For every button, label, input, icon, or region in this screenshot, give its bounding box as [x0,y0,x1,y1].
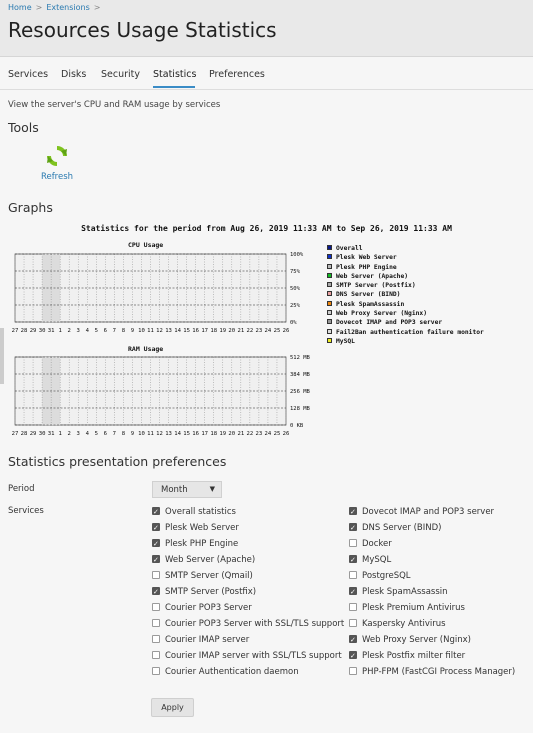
legend-swatch [327,310,332,315]
chart-x-tick-label: 19 [219,431,227,437]
chart-y-tick-label: 0 KB [290,423,304,429]
chart-x-tick-label: 14 [174,431,181,437]
ram-usage-chart [0,353,330,439]
page-description: View the server's CPU and RAM usage by services [8,100,221,110]
legend-swatch [327,338,332,343]
chart-x-tick-label: 29 [29,328,37,334]
legend-item [327,290,484,299]
service-checkbox-row[interactable] [152,666,299,678]
service-label: Courier IMAP server with SSL/TLS support [165,651,342,661]
chart-x-tick-label: 22 [246,431,254,437]
chart-x-tick-label: 2 [67,328,71,334]
breadcrumb [8,3,104,12]
graphs-heading: Graphs [8,200,53,215]
legend-item [327,328,484,337]
legend-label: Fail2Ban authentication failure monitor [336,328,484,336]
service-checkbox-row[interactable] [152,650,342,662]
apply-button[interactable]: Apply [151,698,194,717]
legend-label: Overall [336,245,363,252]
chart-x-tick-label: 19 [219,328,227,334]
checkbox-checked[interactable] [349,635,357,643]
service-checkbox-row[interactable] [152,554,255,566]
service-checkbox-row[interactable] [349,618,446,630]
legend-swatch [327,245,332,250]
legend-label: Plesk PHP Engine [336,263,397,271]
chart-y-tick-label: 0% [290,320,297,326]
service-checkbox-row[interactable] [349,506,494,518]
chart-x-tick-label: 12 [156,431,163,437]
checkbox-unchecked[interactable] [349,571,357,579]
ram-chart-title: RAM Usage [128,345,164,353]
breadcrumb-home-link[interactable]: Home [8,3,32,12]
chart-x-tick-label: 18 [210,328,218,334]
chart-x-tick-label: 8 [121,328,126,334]
period-select-value: Month [161,485,188,495]
checkbox-checked[interactable] [152,587,160,595]
chart-x-tick-label: 20 [228,328,236,334]
chart-x-tick-label: 12 [156,328,163,334]
breadcrumb-extensions-link[interactable]: Extensions [46,3,90,12]
service-label: SMTP Server (Postfix) [165,587,257,597]
chart-x-tick-label: 5 [94,328,98,334]
chart-x-tick-label: 27 [11,431,19,437]
chart-x-tick-label: 25 [273,328,281,334]
legend-swatch [327,264,332,269]
checkbox-unchecked[interactable] [152,603,160,611]
service-label: Plesk Web Server [165,523,239,533]
chart-x-tick-label: 10 [138,328,145,334]
tab-security[interactable]: Security [101,69,141,80]
chart-x-tick-label: 28 [20,328,28,334]
services-label: Services [8,506,44,516]
page-title: Resources Usage Statistics [8,18,277,42]
legend-label: DNS Server (BIND) [336,291,401,299]
chart-x-tick-label: 20 [228,431,236,437]
chart-y-tick-label: 75% [290,269,300,275]
service-checkbox-row[interactable] [349,650,465,662]
service-checkbox-row[interactable] [349,586,448,598]
service-label: Dovecot IMAP and POP3 server [362,507,495,517]
chart-x-tick-label: 7 [112,431,117,437]
chart-x-tick-label: 1 [58,431,62,437]
page-header [0,0,533,57]
chart-y-tick-label: 512 MB [290,355,310,361]
legend-label: Web Server (Apache) [336,272,409,280]
refresh-label: Refresh [40,172,74,182]
refresh-button[interactable] [36,145,78,183]
period-select[interactable] [152,481,222,498]
chart-x-tick-label: 1 [58,328,62,334]
legend-item [327,309,484,318]
chart-x-tick-label: 8 [121,431,126,437]
chart-x-tick-label: 24 [264,328,272,334]
checkbox-checked[interactable] [152,507,160,515]
chart-x-tick-label: 16 [192,431,200,437]
chart-x-tick-label: 26 [282,431,290,437]
checkbox-checked[interactable] [152,539,160,547]
service-label: Docker [362,539,392,549]
legend-label: Plesk Web Server [336,254,397,262]
chart-x-tick-label: 17 [201,431,209,437]
chart-x-tick-label: 31 [47,431,55,437]
chart-x-tick-label: 4 [85,328,89,334]
legend-swatch [327,291,332,296]
chart-x-tick-label: 21 [237,328,245,334]
chart-x-tick-label: 15 [183,328,191,334]
breadcrumb-separator: > [35,3,43,12]
active-tab-indicator [153,86,195,88]
checkbox-checked[interactable] [349,507,357,515]
service-label: PostgreSQL [362,571,411,581]
service-label: Plesk Postfix milter filter [362,651,466,661]
service-label: MySQL [362,555,392,565]
chart-y-tick-label: 50% [290,286,300,292]
service-checkbox-row[interactable] [349,570,411,582]
checkbox-unchecked[interactable] [349,667,357,675]
chart-x-tick-label: 14 [174,328,181,334]
service-checkbox-row[interactable] [349,522,441,534]
legend-swatch [327,319,332,324]
checkbox-unchecked[interactable] [349,539,357,547]
tab-disks[interactable]: Disks [61,69,87,80]
checkbox-checked[interactable] [349,587,357,595]
chart-x-tick-label: 11 [147,328,154,334]
legend-item [327,281,484,290]
tabs-divider [0,89,533,90]
chart-x-tick-label: 2 [67,431,71,437]
chart-y-tick-label: 256 MB [290,389,310,395]
service-checkbox-row[interactable] [152,586,256,598]
chart-x-tick-label: 4 [85,431,89,437]
legend-swatch [327,301,332,306]
service-checkbox-row[interactable] [349,554,391,566]
chart-x-tick-label: 5 [94,431,98,437]
period-label: Period [8,484,35,494]
service-label: Courier IMAP server [165,635,250,645]
cpu-usage-chart [0,250,330,336]
breadcrumb-separator: > [93,3,101,12]
service-checkbox-row[interactable] [152,602,252,614]
service-checkbox-row[interactable] [152,506,236,518]
legend-label: MySQL [336,337,355,345]
chart-x-tick-label: 23 [255,431,263,437]
chart-x-tick-label: 25 [273,431,281,437]
legend-swatch [327,254,332,259]
chart-x-tick-label: 6 [103,328,108,334]
service-label: Web Server (Apache) [165,555,256,565]
dropdown-arrow-icon: ▼ [209,485,215,493]
service-checkbox-row[interactable] [152,570,253,582]
tab-statistics[interactable]: Statistics [153,69,197,80]
legend-item [327,244,484,253]
service-checkbox-row[interactable] [152,634,249,646]
legend-item [327,337,484,346]
service-label: Plesk SpamAssassin [362,587,448,597]
legend-item [327,253,484,262]
chart-y-tick-label: 384 MB [290,372,310,378]
service-label: Plesk PHP Engine [165,539,239,549]
chart-x-tick-label: 7 [112,328,117,334]
checkbox-unchecked[interactable] [152,667,160,675]
graphs-period-title: Statistics for the period from Aug 26, 2019 11:33 AM to Sep 26, 2019 11:33 AM [81,224,452,233]
chart-x-tick-label: 23 [255,328,263,334]
chart-x-tick-label: 11 [147,431,154,437]
service-label: Plesk Premium Antivirus [362,603,465,613]
chart-x-tick-label: 21 [237,431,245,437]
chart-legend [327,244,484,346]
checkbox-unchecked[interactable] [152,619,160,627]
checkbox-checked[interactable] [349,555,357,563]
checkbox-checked[interactable] [152,555,160,563]
legend-item [327,300,484,309]
service-label: Courier POP3 Server with SSL/TLS support [165,619,345,629]
chart-x-tick-label: 10 [138,431,145,437]
refresh-icon [46,145,68,167]
service-checkbox-row[interactable] [349,666,515,678]
chart-x-tick-label: 13 [165,328,172,334]
chart-y-tick-label: 25% [290,303,300,309]
service-label: DNS Server (BIND) [362,523,442,533]
service-checkbox-row[interactable] [349,602,465,614]
service-checkbox-row[interactable] [349,538,392,550]
chart-x-tick-label: 6 [103,431,108,437]
checkbox-unchecked[interactable] [152,635,160,643]
chart-x-tick-label: 17 [201,328,209,334]
chart-x-tick-label: 30 [38,328,46,334]
chart-x-tick-label: 3 [76,431,80,437]
cpu-chart-title: CPU Usage [128,241,164,249]
tab-services[interactable]: Services [8,69,49,80]
service-label: Overall statistics [165,507,236,517]
legend-swatch [327,282,332,287]
service-checkbox-row[interactable] [152,618,344,630]
chart-x-tick-label: 22 [246,328,254,334]
chart-x-tick-label: 3 [76,328,80,334]
legend-label: Plesk SpamAssassin [336,300,405,308]
legend-label: Web Proxy Server (Nginx) [336,310,427,318]
tab-preferences[interactable]: Preferences [209,69,265,80]
legend-item [327,263,484,272]
checkbox-unchecked[interactable] [349,603,357,611]
service-checkbox-row[interactable] [152,538,238,550]
preferences-heading: Statistics presentation preferences [8,454,227,469]
service-label: Courier POP3 Server [165,603,252,613]
legend-label: SMTP Server (Postfix) [336,282,416,290]
checkbox-checked[interactable] [349,523,357,531]
legend-swatch [327,273,332,278]
chart-y-tick-label: 128 MB [290,406,310,412]
service-checkbox-row[interactable] [349,634,471,646]
checkbox-checked[interactable] [152,523,160,531]
chart-x-tick-label: 30 [38,431,46,437]
checkbox-unchecked[interactable] [152,571,160,579]
legend-item [327,318,484,327]
legend-swatch [327,329,332,334]
chart-x-tick-label: 9 [130,431,135,437]
chart-x-tick-label: 28 [20,431,28,437]
checkbox-unchecked[interactable] [349,619,357,627]
tools-heading: Tools [8,120,39,135]
checkbox-unchecked[interactable] [152,651,160,659]
chart-x-tick-label: 31 [47,328,55,334]
service-checkbox-row[interactable] [152,522,239,534]
service-label: SMTP Server (Qmail) [165,571,253,581]
chart-x-tick-label: 26 [282,328,290,334]
service-label: PHP-FPM (FastCGI Process Manager) [362,667,516,677]
chart-y-tick-label: 100% [290,252,304,258]
service-label: Courier Authentication daemon [165,667,299,677]
chart-x-tick-label: 24 [264,431,272,437]
chart-x-tick-label: 13 [165,431,172,437]
chart-x-tick-label: 15 [183,431,191,437]
legend-item [327,272,484,281]
service-label: Kaspersky Antivirus [362,619,446,629]
checkbox-checked[interactable] [349,651,357,659]
chart-x-tick-label: 9 [130,328,135,334]
chart-x-tick-label: 16 [192,328,200,334]
chart-x-tick-label: 29 [29,431,37,437]
service-label: Web Proxy Server (Nginx) [362,635,471,645]
chart-x-tick-label: 27 [11,328,19,334]
chart-x-tick-label: 18 [210,431,218,437]
legend-label: Dovecot IMAP and POP3 server [336,319,443,327]
